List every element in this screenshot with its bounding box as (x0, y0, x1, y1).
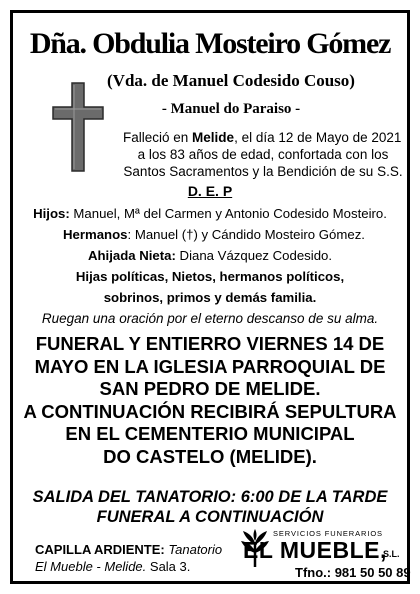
salida-line: SALIDA DEL TANATORIO: 6:00 DE LA TARDE (32, 488, 388, 506)
death-date: , el día 12 de Mayo de 2021 (234, 130, 402, 145)
prayer-line: Ruegan una oración por el eterno descanso de su alma. (41, 311, 379, 326)
capilla-room: Sala 3. (146, 559, 191, 574)
funeral-home-logo (235, 527, 411, 583)
widow-of-line: (Vda. de Manuel Codesido Couso) (107, 71, 355, 90)
hijos-text: Manuel, Mª del Carmen y Antonio Codesido Mosteiro. (69, 206, 387, 221)
salida-details (13, 487, 407, 527)
other-family-line-1: Hijas políticas, Nietos, hermanos políticos, (75, 269, 345, 284)
other-family-line-2: sobrinos, primos y demás familia. (103, 290, 317, 305)
death-notice (123, 129, 403, 180)
death-prefix: Falleció en (123, 130, 193, 145)
hermanos-label: Hermanos (63, 227, 128, 242)
funeral-line: FUNERAL Y ENTIERRO VIERNES 14 DE (35, 333, 385, 354)
phone-number: Tfno.: 981 50 50 89 (295, 565, 411, 580)
death-line-2: a los 83 años de edad, confortada con los (137, 147, 389, 162)
capilla-label: CAPILLA ARDIENTE: (35, 542, 165, 557)
ahijada-label: Ahijada Nieta: (87, 248, 176, 263)
salida-line: FUNERAL A CONTINUACIÓN (96, 508, 324, 526)
hermanos-text: : Manuel (†) y Cándido Mosteiro Gómez. (127, 227, 365, 242)
ahijada-line (13, 248, 407, 263)
services-label: SERVICIOS FUNERARIOS (273, 529, 383, 538)
ahijada-text: Diana Vázquez Codesido. (175, 248, 333, 263)
alias-line: - Manuel do Paraiso - (161, 101, 301, 117)
hijos-line (13, 206, 407, 221)
death-line-1 (123, 129, 403, 146)
capilla-place: El Mueble - Melide. (35, 559, 147, 574)
funeral-line: A CONTINUACIÓN RECIBIRÁ SEPULTURA (23, 400, 397, 422)
funeral-line: EN EL CEMENTERIO MUNICIPAL (65, 423, 355, 444)
capilla-value: Tanatorio (164, 542, 223, 557)
deceased-name: Dña. Obdulia Mosteiro Gómez (29, 27, 391, 60)
cross-icon (51, 81, 105, 173)
funeral-details (13, 333, 407, 468)
brand-name: EL MUEBLE, (243, 537, 387, 563)
funeral-line: DO CASTELO (MELIDE). (103, 445, 317, 467)
funeral-line: SAN PEDRO DE MELIDE. (99, 378, 321, 399)
death-place: Melide (192, 130, 235, 145)
hijos-label: Hijos: (33, 206, 70, 221)
capilla-line-2 (35, 558, 222, 575)
funeral-line: MAYO EN LA IGLESIA PARROQUIAL DE (34, 355, 386, 377)
capilla-ardiente (35, 541, 222, 575)
obituary-card (10, 10, 410, 584)
dep-heading: D. E. P (187, 183, 233, 199)
brand-suffix: S.L. (383, 549, 400, 559)
hermanos-line (13, 227, 407, 242)
capilla-line-1 (35, 541, 222, 558)
death-line-3: Santos Sacramentos y la Bendición de su S.S. (123, 164, 403, 179)
